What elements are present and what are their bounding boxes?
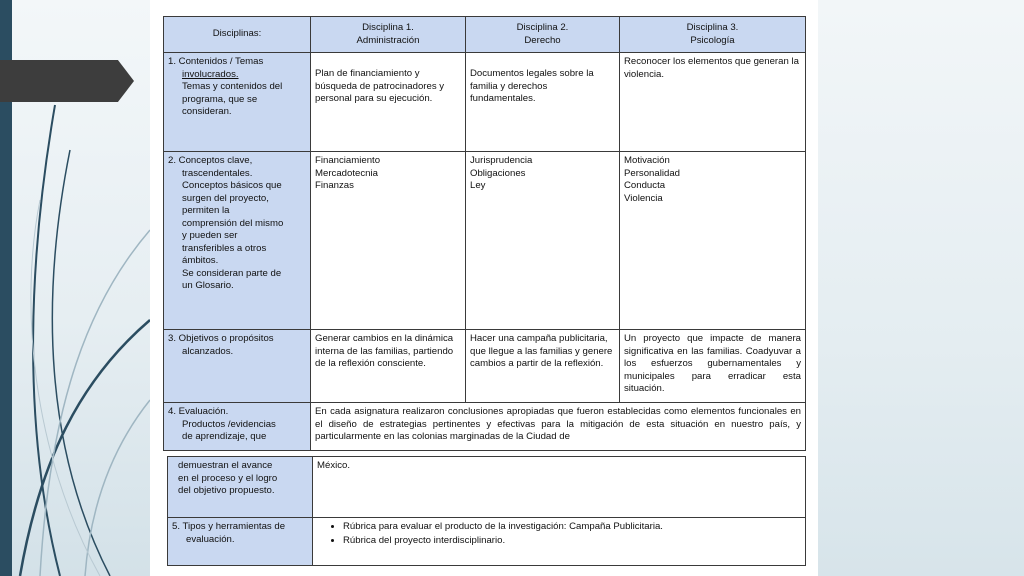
continuation-table bbox=[167, 456, 806, 566]
cell-objetivos-psicologia: Un proyecto que impacte de manera significativa en las familias. Coadyuvar a los esfuerzos gubernamentales y municipales para erradicar esta situación. bbox=[620, 330, 806, 403]
cell-evaluacion-text: En cada asignatura realizaron conclusiones apropiadas que fueron establecidas como elementos funcionales en el diseño de estrategias pertinentes y efectivas para la mitigación de esta situación en nuestro país, y particularmente en las colonias marginadas de la Ciudad de bbox=[311, 403, 806, 451]
arrow-tab-shape bbox=[0, 60, 134, 102]
header-disciplina-2: Disciplina 2. Derecho bbox=[466, 17, 620, 53]
table-row bbox=[168, 518, 806, 566]
cell-conceptos-derecho: Jurisprudencia Obligaciones Ley bbox=[466, 152, 620, 330]
table-row bbox=[164, 403, 806, 451]
table-row bbox=[164, 330, 806, 403]
cell-conceptos-psicologia: Motivación Personalidad Conducta Violencia bbox=[620, 152, 806, 330]
header-disciplinas: Disciplinas: bbox=[164, 17, 311, 53]
header-disciplina-1: Disciplina 1. Administración bbox=[311, 17, 466, 53]
cell-tipos-herramientas bbox=[313, 518, 806, 566]
row-label-evaluacion: 4. Evaluación. Productos /evidencias de aprendizaje, que bbox=[164, 403, 311, 451]
table-row bbox=[164, 152, 806, 330]
row-label-conceptos: 2. Conceptos clave, trascendentales. Conceptos básicos que surgen del proyecto, permiten la comprensión del mismo y pueden ser transferibles a otros ámbitos. Se consideran parte de un Glosario. bbox=[164, 152, 311, 330]
row-label-evaluacion-cont: demuestran el avance en el proceso y el logro del objetivo propuesto. bbox=[168, 457, 313, 518]
rubric-list bbox=[317, 521, 801, 547]
cell-objetivos-administracion: Generar cambios en la dinámica interna de las familias, partiendo de la reflexión consciente. bbox=[311, 330, 466, 403]
cell-conceptos-administracion: Financiamiento Mercadotecnia Finanzas bbox=[311, 152, 466, 330]
cell-contenidos-administracion: Plan de financiamiento y búsqueda de patrocinadores y personal para su ejecución. bbox=[311, 53, 466, 152]
cell-contenidos-psicologia: Reconocer los elementos que generan la violencia. bbox=[620, 53, 806, 152]
disciplines-table bbox=[163, 16, 806, 451]
row-label-contenidos: 1. Contenidos / Temas involucrados. Temas y contenidos del programa, que se consideran. bbox=[164, 53, 311, 152]
row-label-objetivos: 3. Objetivos o propósitos alcanzados. bbox=[164, 330, 311, 403]
slide-background-right bbox=[818, 0, 1024, 576]
list-item: • Rúbrica para evaluar el producto de la investigación: Campaña Publicitaria. bbox=[343, 521, 801, 534]
list-item: • Rúbrica del proyecto interdisciplinario. bbox=[343, 535, 801, 548]
cell-contenidos-derecho: Documentos legales sobre la familia y derechos fundamentales. bbox=[466, 53, 620, 152]
table-row bbox=[164, 53, 806, 152]
cell-evaluacion-cont: México. bbox=[313, 457, 806, 518]
cell-objetivos-derecho: Hacer una campaña publicitaria, que llegue a las familias y genere cambios a partir de la reflexión. bbox=[466, 330, 620, 403]
header-disciplina-3: Disciplina 3. Psicología bbox=[620, 17, 806, 53]
table-header-row bbox=[164, 17, 806, 53]
row-label-tipos: 5. Tipos y herramientas de evaluación. bbox=[168, 518, 313, 566]
table-row bbox=[168, 457, 806, 518]
